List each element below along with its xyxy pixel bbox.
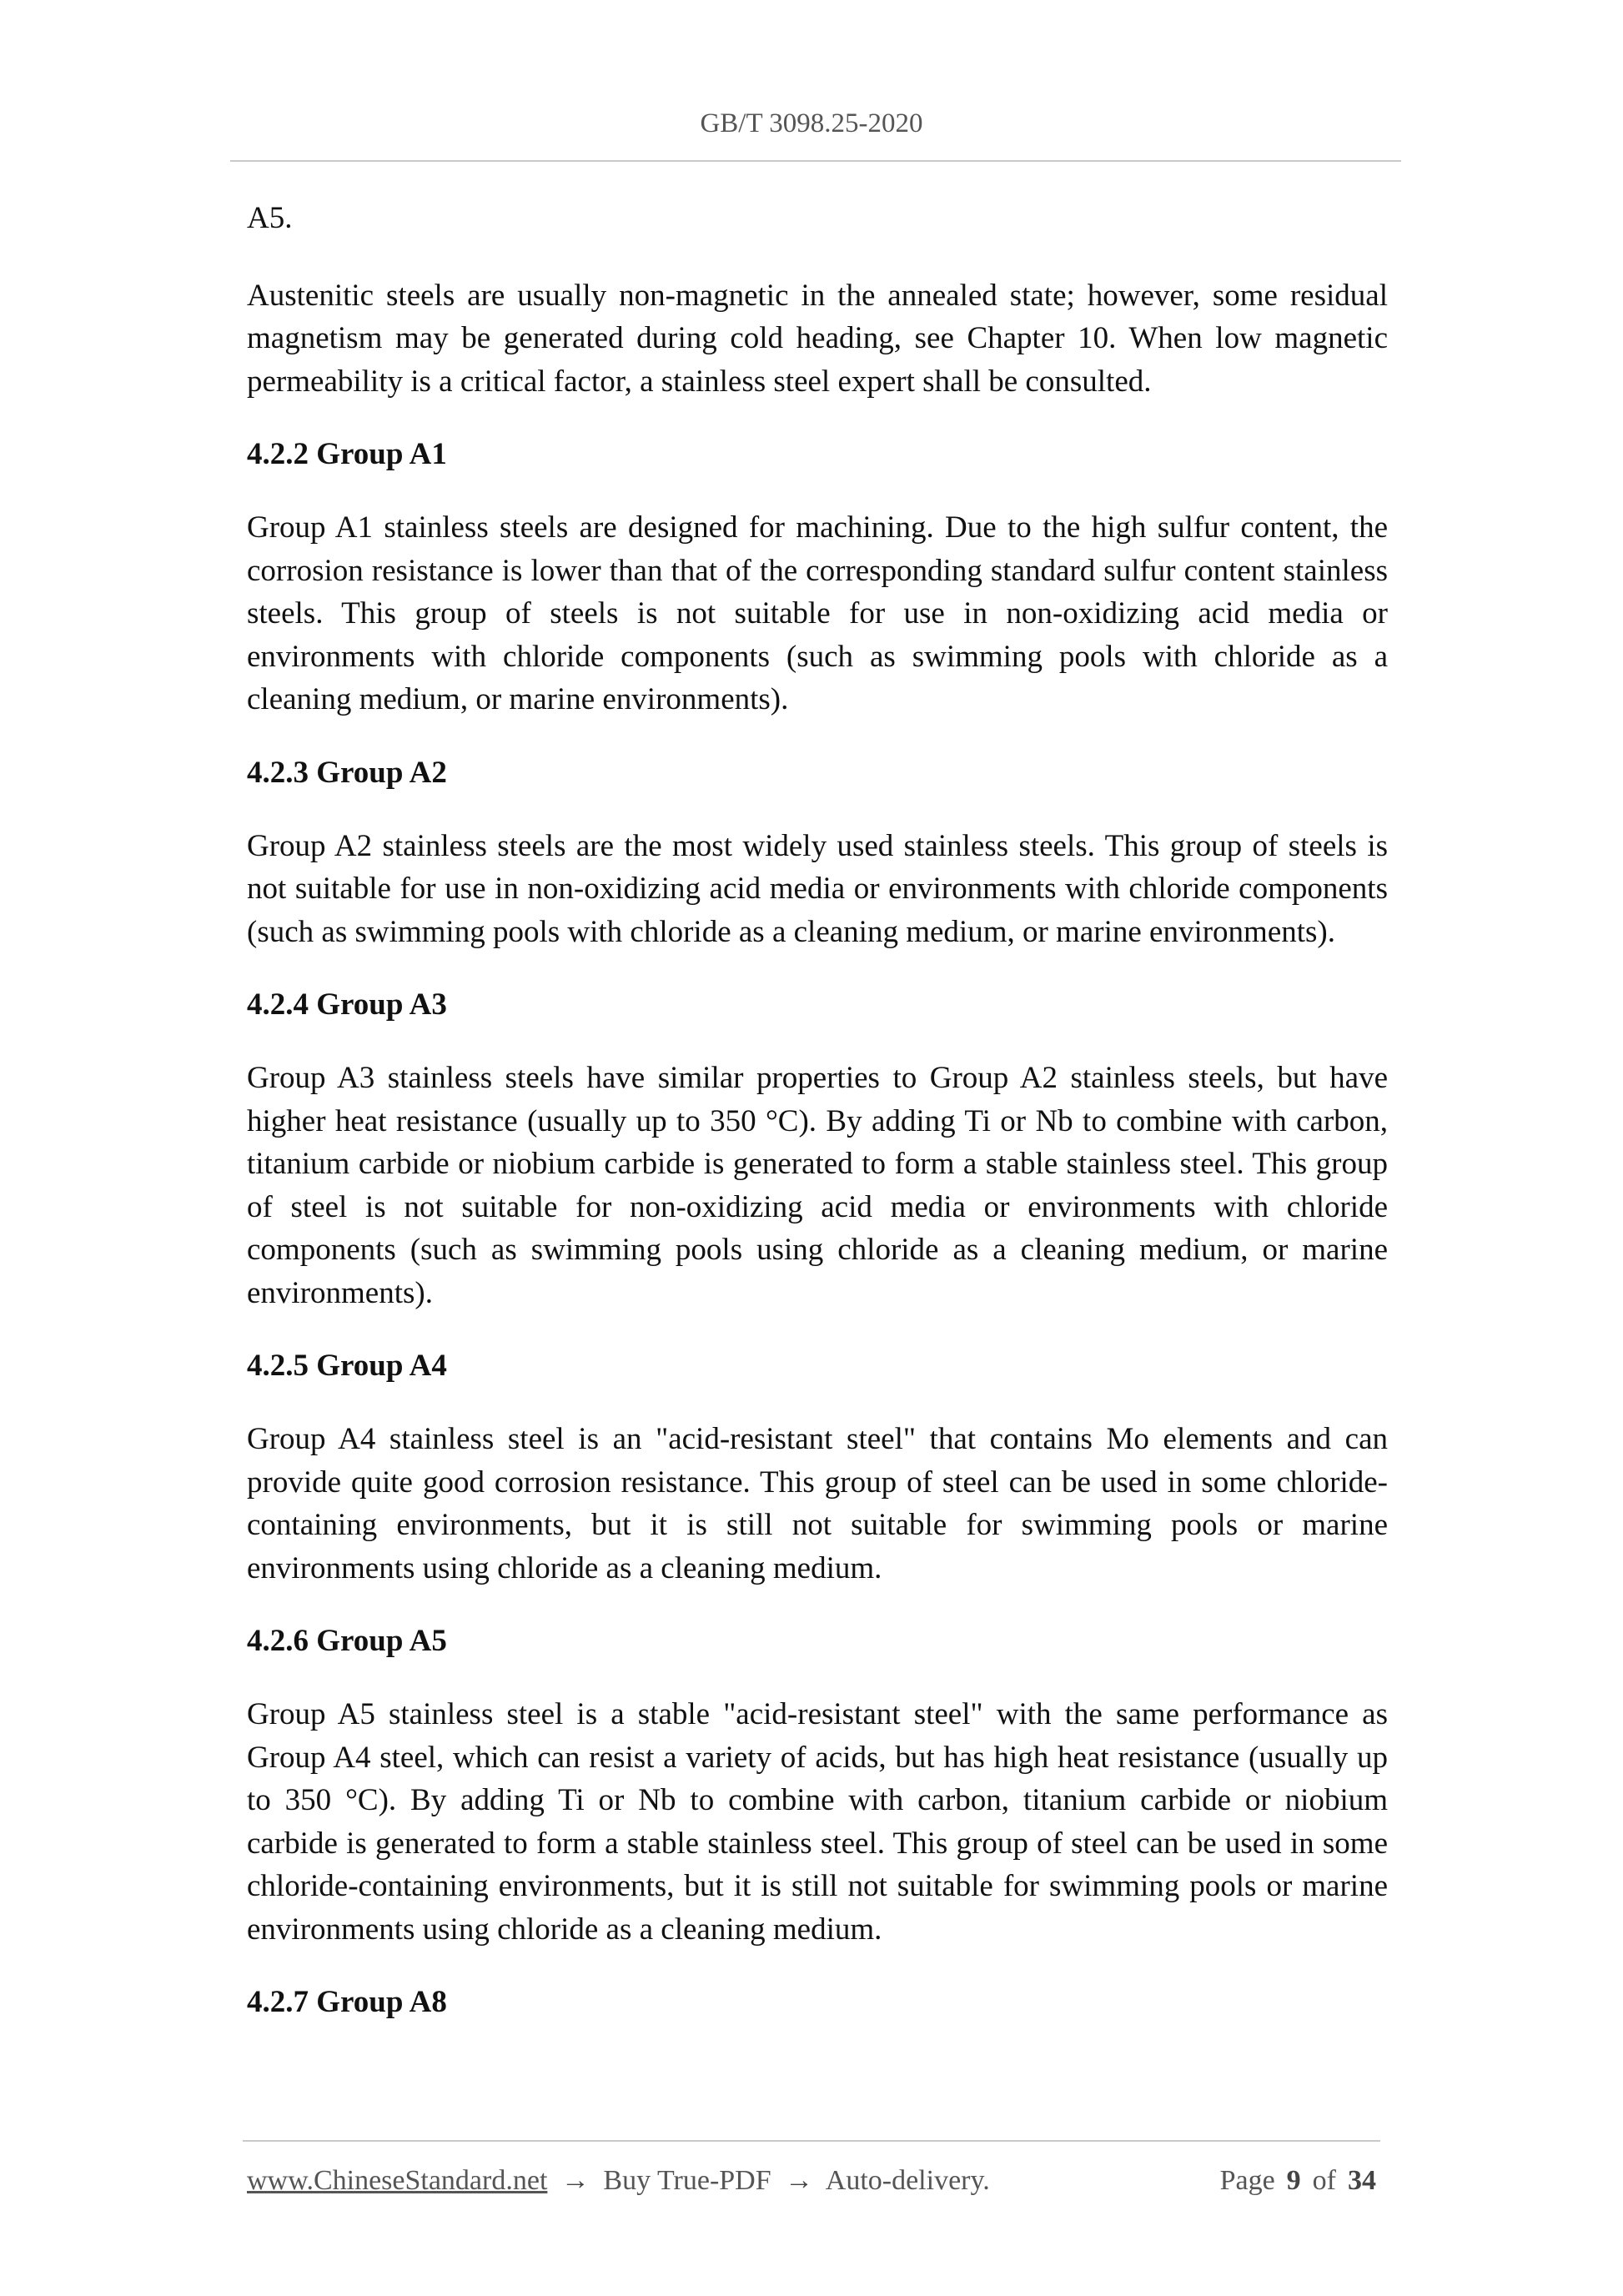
- document-body: [247, 197, 1388, 2054]
- auto-delivery-text: Auto-delivery.: [825, 2165, 990, 2196]
- arrow-right-icon: →: [560, 2165, 590, 2196]
- page-total: 34: [1348, 2165, 1376, 2196]
- page-of-label: of: [1312, 2165, 1336, 2196]
- section-heading-a1: 4.2.2 Group A1: [247, 437, 447, 471]
- section-text-a2: Group A2 stainless steels are the most widely used stainless steels. This group of steels is not suitable for use in non-oxidizing acid media or environments with chloride components (such as swimming pools with chloride as a cleaning medium, or marine environments).: [247, 828, 1388, 949]
- website-link[interactable]: www.ChineseStandard.net: [247, 2165, 548, 2196]
- section-text-a4: Group A4 stainless steel is an "acid-resistant steel" that contains Mo elements and can provide quite good corrosion resistance. This group of steel can be used in some chloride-containing environments, but it is still not suitable for swimming pools or marine environments using chloride as a cleaning medium.: [247, 1422, 1388, 1585]
- page-label: Page: [1219, 2165, 1275, 2196]
- document-header-title: GB/T 3098.25-2020: [700, 108, 923, 138]
- arrow-right-icon: →: [785, 2165, 814, 2196]
- footer-divider: [243, 2140, 1380, 2142]
- header-divider: [230, 160, 1401, 162]
- intro-fragment: A5.: [247, 201, 293, 235]
- section-text-a5: Group A5 stainless steel is a stable "acid-resistant steel" with the same performance as Group A4 steel, which can resist a variety of acids, but has high heat resistance (usually up to 350 °C). By adding Ti or Nb to combine with carbon, titanium carbide or niobium carbide is generated to form a stable stainless steel. This group of steel can be used in some chloride-containing environments, but it is still not suitable for swimming pools or marine environments using chloride as a cleaning medium.: [247, 1697, 1388, 1947]
- intro-paragraph: Austenitic steels are usually non-magnetic in the annealed state; however, some residual magnetism may be generated during cold heading, see Chapter 10. When low magnetic permeability is a critical factor, a stainless steel expert shall be consulted.: [247, 278, 1388, 399]
- section-heading-a4: 4.2.5 Group A4: [247, 1349, 447, 1383]
- section-heading-a3: 4.2.4 Group A3: [247, 987, 447, 1022]
- section-heading-a8: 4.2.7 Group A8: [247, 1985, 447, 2019]
- page-footer: [247, 2159, 1376, 2203]
- page-current: 9: [1286, 2165, 1301, 2196]
- buy-true-pdf-text: Buy True-PDF: [603, 2165, 771, 2196]
- section-text-a3: Group A3 stainless steels have similar properties to Group A2 stainless steels, but have higher heat resistance (usually up to 350 °C). By adding Ti or Nb to combine with carbon, titanium carbide or niobium carbide is generated to form a stable stainless steel. This group of steel is not suitable for non-oxidizing acid media or environments with chloride components (such as swimming pools using chloride as a cleaning medium, or marine environments).: [247, 1061, 1388, 1310]
- section-text-a1: Group A1 stainless steels are designed for machining. Due to the high sulfur content, the corrosion resistance is lower than that of the corresponding standard sulfur content stainless steels. This group of steels is not suitable for use in non-oxidizing acid media or environments with chloride components (such as swimming pools with chloride as a cleaning medium, or marine environments).: [247, 510, 1388, 716]
- section-heading-a2: 4.2.3 Group A2: [247, 755, 447, 790]
- page-number: [1220, 2159, 1376, 2203]
- section-heading-a5: 4.2.6 Group A5: [247, 1624, 447, 1658]
- footer-links: [247, 2159, 990, 2203]
